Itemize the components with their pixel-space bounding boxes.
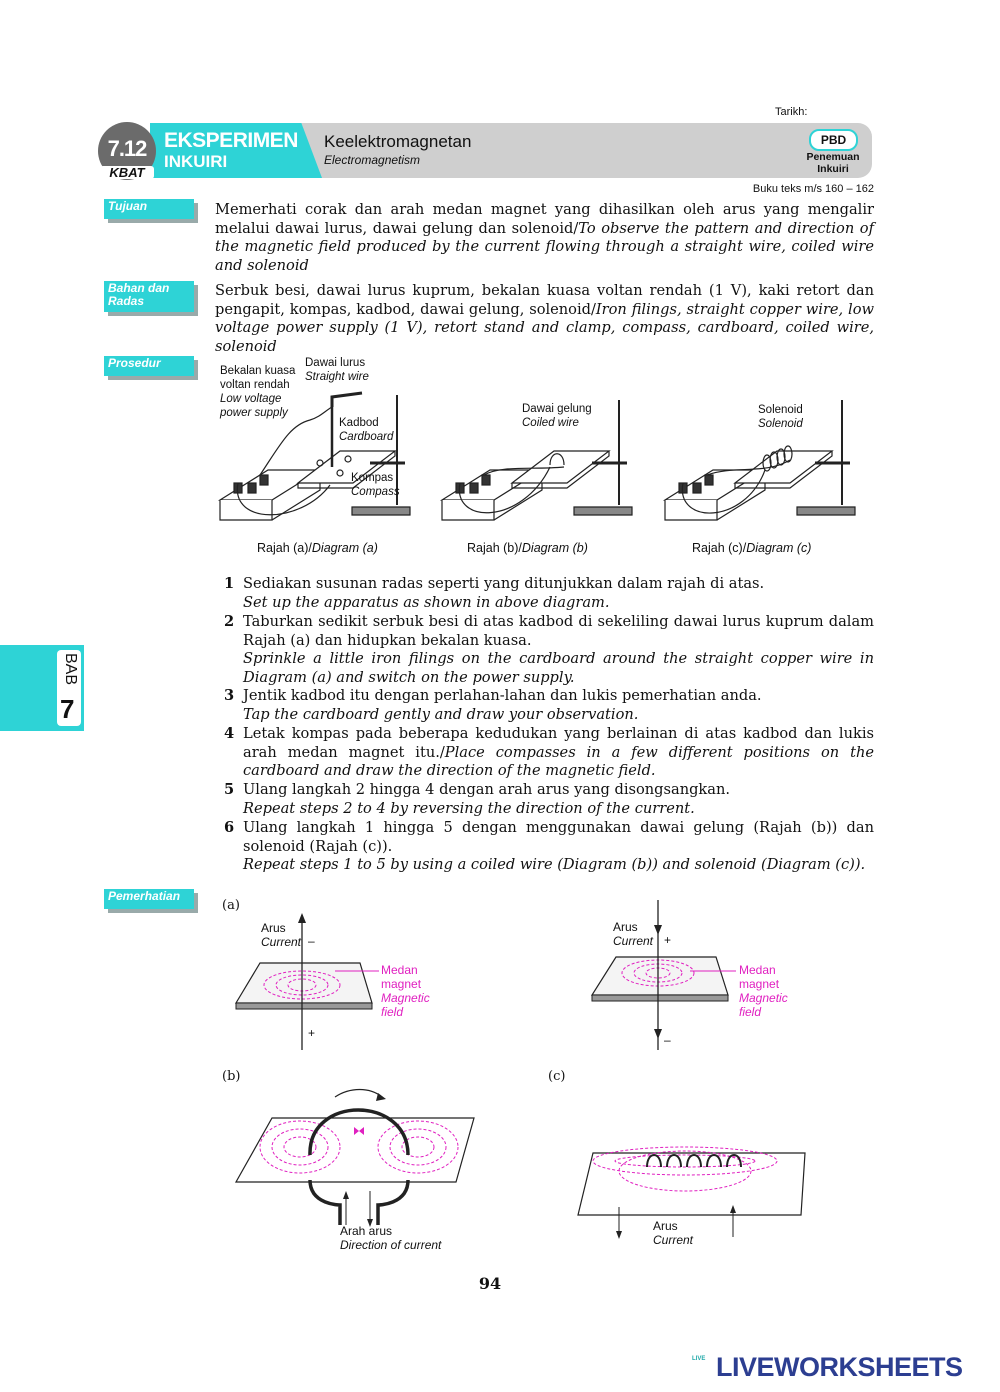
- pbd-line-1: Penemuan: [806, 151, 860, 163]
- obs-label-a: (a): [222, 898, 240, 913]
- step-number: 1: [224, 575, 235, 592]
- leader-line: [335, 966, 385, 976]
- step-en: Repeat steps 1 to 5 by using a coiled wire (Diagram (b)) and solenoid (Diagram (c)).: [243, 856, 866, 874]
- coiled-wire-label: [522, 402, 592, 430]
- magnet: magnet: [739, 977, 780, 991]
- liveworksheets-logo-mark: [692, 1356, 714, 1380]
- step-ms: Letak kompas pada beberapa kedudukan yang berlainan di atas kadbod dan lukis arah medan magnet itu./: [243, 725, 874, 761]
- obs-a1-field-label: [381, 963, 430, 1019]
- obs-a2-plus: +: [664, 933, 672, 947]
- cap-c-ms: Rajah (c)/: [692, 541, 747, 555]
- field: field: [739, 1005, 762, 1019]
- obs-c-current-label: [653, 1219, 693, 1247]
- current: Current: [261, 935, 302, 949]
- procedure-step: [224, 781, 874, 818]
- liveworksheets-brand[interactable]: LIVEWORKSHEETS: [716, 1352, 963, 1382]
- leader-line: [690, 966, 740, 976]
- obs-a1-current-label: [261, 921, 301, 949]
- tujuan-ms: Memerhati corak dan arah medan magnet yang dihasilkan oleh arus yang mengalir melalui dawai lurus, dawai gelung dan solenoid/: [215, 201, 874, 237]
- caption-diagram-c: [692, 541, 811, 555]
- page-subtitle: Electromagnetism: [324, 153, 421, 167]
- pbd-line-2: Inkuiri: [817, 163, 849, 175]
- direction-current: Direction of current: [340, 1238, 442, 1252]
- prosedur-tag: Prosedur: [104, 356, 194, 376]
- obs-a1-plus: +: [308, 1026, 316, 1040]
- caption-diagram-a: [257, 541, 378, 555]
- cap-a-en: Diagram (a): [311, 541, 378, 555]
- magnetic: Magnetic: [739, 991, 788, 1005]
- bahan-text: [215, 282, 874, 356]
- obs-label-c: (c): [548, 1069, 566, 1084]
- compass-ms: Kompas: [351, 472, 394, 484]
- pbd-badge: PBD: [809, 129, 858, 151]
- step-en: Sprinkle a little iron filings on the cardboard around the straight copper wire in Diagram (a) and switch on the power supply.: [243, 650, 874, 686]
- solenoid-field-diagram: [575, 1135, 815, 1245]
- step-ms: Ulang langkah 1 hingga 5 dengan menggunakan dawai gelung (Rajah (b)) dan solenoid (Rajah (c)).: [243, 819, 874, 855]
- cap-b-en: Diagram (b): [521, 541, 588, 555]
- chapter-bab: BAB: [62, 653, 79, 686]
- bahan-tag-line-1: Bahan dan: [108, 281, 170, 295]
- bahan-en: Iron filings, straight copper wire, low voltage power supply (1 V), retort stand and clamp, compass, cardboard, coiled wire, solenoid: [215, 300, 874, 355]
- pemerhatian-tag: Pemerhatian: [104, 889, 194, 909]
- step-en: Tap the cardboard gently and draw your observation.: [243, 705, 639, 723]
- procedure-step: [224, 613, 874, 687]
- step-ms: Sediakan susunan radas seperti yang ditunjukkan dalam rajah di atas.: [243, 575, 765, 592]
- cardboard-ms: Kadbod: [339, 417, 379, 429]
- textbook-ref: Buku teks m/s 160 – 162: [752, 183, 874, 195]
- cap-b-ms: Rajah (b)/: [467, 541, 522, 555]
- date-label: Tarikh:: [775, 106, 808, 118]
- power-ms-1: Bekalan kuasa: [220, 365, 296, 377]
- tujuan-en: To observe the pattern and direction of the magnetic field produced by the current flowing through a straight wire, coiled wire and solenoid: [215, 219, 874, 274]
- medan: Medan: [739, 963, 776, 977]
- coiled-ms: Dawai gelung: [522, 403, 592, 415]
- power-ms-2: voltan rendah: [220, 379, 290, 391]
- medan: Medan: [381, 963, 418, 977]
- obs-a1-minus: –: [308, 934, 315, 948]
- magnetic: Magnetic: [381, 991, 430, 1005]
- step-ms: Taburkan sedikit serbuk besi di atas kadbod di sekeliling dawai lurus kuprum dalam Rajah (a) dan hidupkan bekalan kuasa.: [243, 613, 874, 649]
- page-number: 94: [478, 1274, 502, 1293]
- page-title: Keelektromagnetan: [324, 132, 472, 151]
- step-ms: Jentik kadbod itu dengan perlahan-lahan dan lukis pemerhatian anda.: [243, 687, 762, 704]
- procedure-step: [224, 725, 874, 781]
- tujuan-tag: Tujuan: [104, 199, 194, 219]
- solenoid-label: [758, 403, 803, 431]
- arah-arus: Arah arus: [340, 1224, 393, 1238]
- coiled-en: Coiled wire: [522, 417, 579, 429]
- step-number: 3: [224, 687, 235, 704]
- cap-c-en: Diagram (c): [746, 541, 812, 555]
- compass-en: Compass: [351, 486, 400, 498]
- arus: Arus: [653, 1219, 678, 1233]
- step-en: Place compasses in a few different positions on the cardboard and draw the direction of the magnetic field.: [243, 743, 874, 780]
- chapter-number: 7: [60, 694, 75, 724]
- current: Current: [613, 934, 654, 948]
- compass-label: [351, 471, 400, 499]
- obs-label-b: (b): [222, 1069, 241, 1084]
- header-code: 7.12: [107, 136, 147, 161]
- field: field: [381, 1005, 404, 1019]
- step-number: 5: [224, 781, 235, 798]
- straight-en: Straight wire: [305, 371, 369, 383]
- step-ms: Ulang langkah 2 hingga 4 dengan arah arus yang disongsangkan.: [243, 781, 731, 798]
- tujuan-text: [215, 201, 874, 275]
- obs-b-direction-label: [340, 1224, 441, 1252]
- power-supply-label: [220, 364, 295, 420]
- straight-wire-label: [305, 356, 369, 384]
- procedure-step: [224, 575, 874, 612]
- type-line-1: EKSPERIMEN: [164, 129, 298, 152]
- kbat-badge: KBAT: [100, 166, 154, 179]
- bahan-tag: [104, 281, 194, 312]
- power-en-1: Low voltage: [220, 393, 282, 405]
- solenoid-ms: Solenoid: [758, 404, 803, 416]
- caption-diagram-b: [467, 541, 588, 555]
- step-number: 2: [224, 613, 235, 630]
- step-number: 6: [224, 819, 235, 836]
- bahan-ms: Serbuk besi, dawai lurus kuprum, bekalan kuasa voltan rendah (1 V), kaki retort dan pengapit, kompas, kadbod, dawai gelung, solenoid/: [215, 282, 874, 318]
- procedure-step: [224, 687, 874, 724]
- step-en: Repeat steps 2 to 4 by reversing the direction of the current.: [243, 799, 695, 817]
- straight-wire-field-up: [230, 905, 380, 1055]
- obs-a2-field-label: [739, 963, 788, 1019]
- step-number: 4: [224, 725, 235, 742]
- step-4-text: [243, 725, 874, 781]
- arus: Arus: [613, 920, 638, 934]
- obs-a2-current-label: [613, 920, 653, 948]
- logo-mark-text: LIVE: [692, 1356, 706, 1362]
- magnet: magnet: [381, 977, 422, 991]
- power-en-2: power supply: [220, 407, 288, 419]
- arus: Arus: [261, 921, 286, 935]
- solenoid-en: Solenoid: [758, 418, 803, 430]
- procedure-step: [224, 819, 874, 875]
- cardboard-label: [339, 416, 393, 444]
- type-line-2: INKUIRI: [164, 152, 228, 171]
- current: Current: [653, 1233, 694, 1247]
- straight-ms: Dawai lurus: [305, 357, 366, 369]
- step-en: Set up the apparatus as shown in above diagram.: [243, 593, 610, 611]
- cap-a-ms: Rajah (a)/: [257, 541, 312, 555]
- bahan-tag-line-2: Radas: [108, 294, 145, 308]
- obs-a2-minus: –: [664, 1033, 671, 1047]
- cardboard-en: Cardboard: [339, 431, 394, 443]
